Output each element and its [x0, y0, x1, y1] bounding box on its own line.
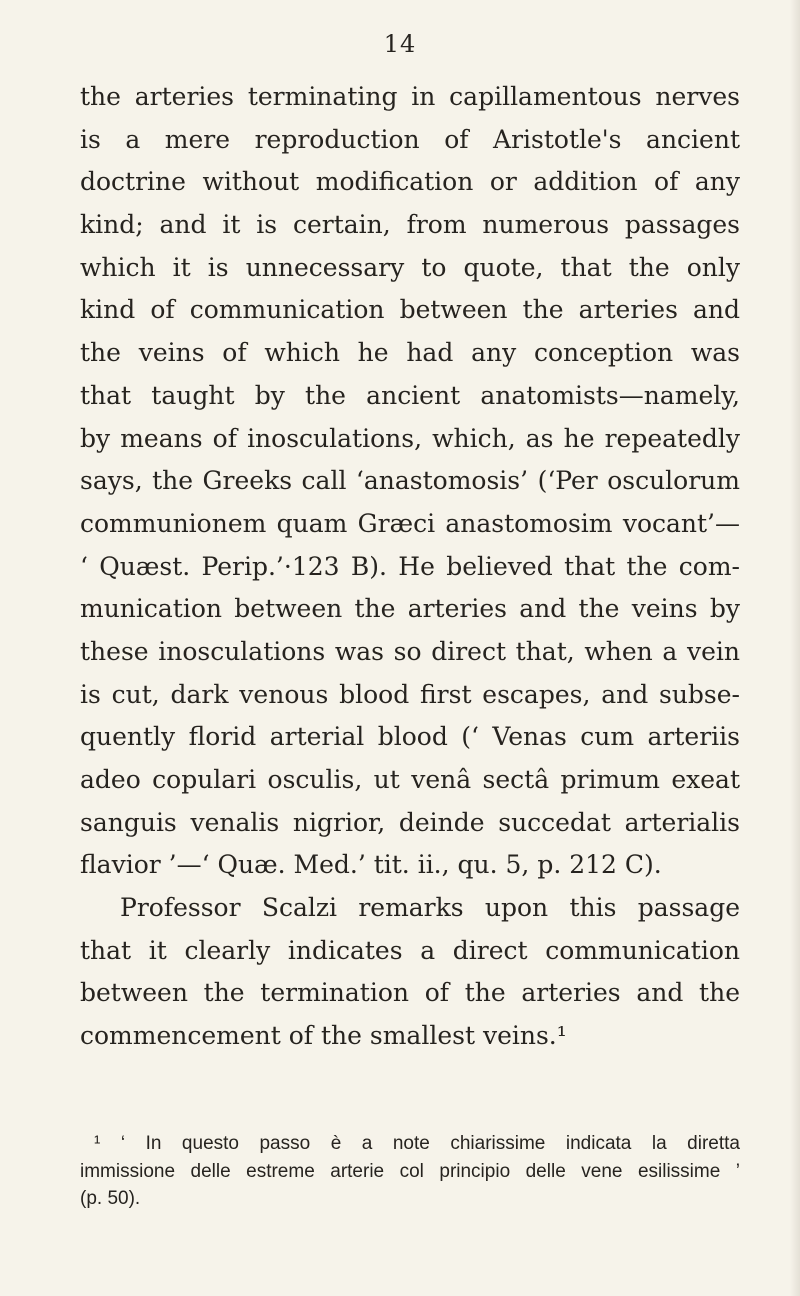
text-line: is a mere reproduction of Aristotle's ancient: [80, 124, 740, 154]
text-line: doctrine without modification or addition of any: [80, 167, 740, 197]
body-text: [80, 76, 740, 1058]
text-line: that it clearly indicates a direct communication: [80, 935, 740, 965]
text-line: commencement of the smallest veins.¹: [80, 1021, 567, 1051]
text-line: kind; and it is certain, from numerous passages: [80, 210, 740, 240]
text-line: the veins of which he had any conception was: [80, 338, 740, 368]
text-line: sanguis venalis nigrior, deinde succedat arterialis: [80, 807, 740, 837]
text-line: ‘ Quæst. Perip.’·123 B). He believed that the com-: [80, 551, 740, 581]
text-line: quently florid arterial blood (‘ Venas cum arteriis: [80, 722, 740, 752]
text-line: munication between the arteries and the veins by: [80, 594, 740, 624]
text-line: communionem quam Græci anastomosim vocant’—: [80, 508, 740, 538]
text-line-paragraph-start: Professor Scalzi remarks upon this passage: [120, 893, 740, 923]
page-number: 14: [383, 30, 417, 58]
text-line: these inosculations was so direct that, when a vein: [80, 636, 740, 666]
text-line: between the termination of the arteries and the: [80, 978, 740, 1008]
text-line: the arteries terminating in capillamentous nerves: [80, 82, 740, 111]
footnote-line: (p. 50).: [80, 1188, 141, 1209]
text-line: is cut, dark venous blood first escapes, and subse-: [80, 679, 740, 709]
text-line: kind of communication between the arteries and: [80, 295, 740, 325]
footnote-line: immissione delle estreme arterie col principio delle vene esilissime ’: [80, 1160, 740, 1182]
footnote-line: ¹ ‘ In questo passo è a note chiarissime indicata la diretta: [94, 1133, 740, 1154]
page-edge-shadow: [790, 0, 800, 1296]
text-line: adeo copulari osculis, ut venâ sectâ primum exeat: [80, 765, 740, 794]
footnote: [80, 1130, 740, 1213]
text-line: by means of inosculations, which, as he repeatedly: [80, 423, 740, 453]
text-line: which it is unnecessary to quote, that the only: [80, 252, 740, 282]
text-line: says, the Greeks call ‘anastomosis’ (‘Per osculorum: [80, 466, 740, 496]
text-line: that taught by the ancient anatomists—namely,: [80, 380, 740, 410]
text-line: flavior ’—‘ Quæ. Med.’ tit. ii., qu. 5, p. 212 C).: [80, 850, 662, 880]
